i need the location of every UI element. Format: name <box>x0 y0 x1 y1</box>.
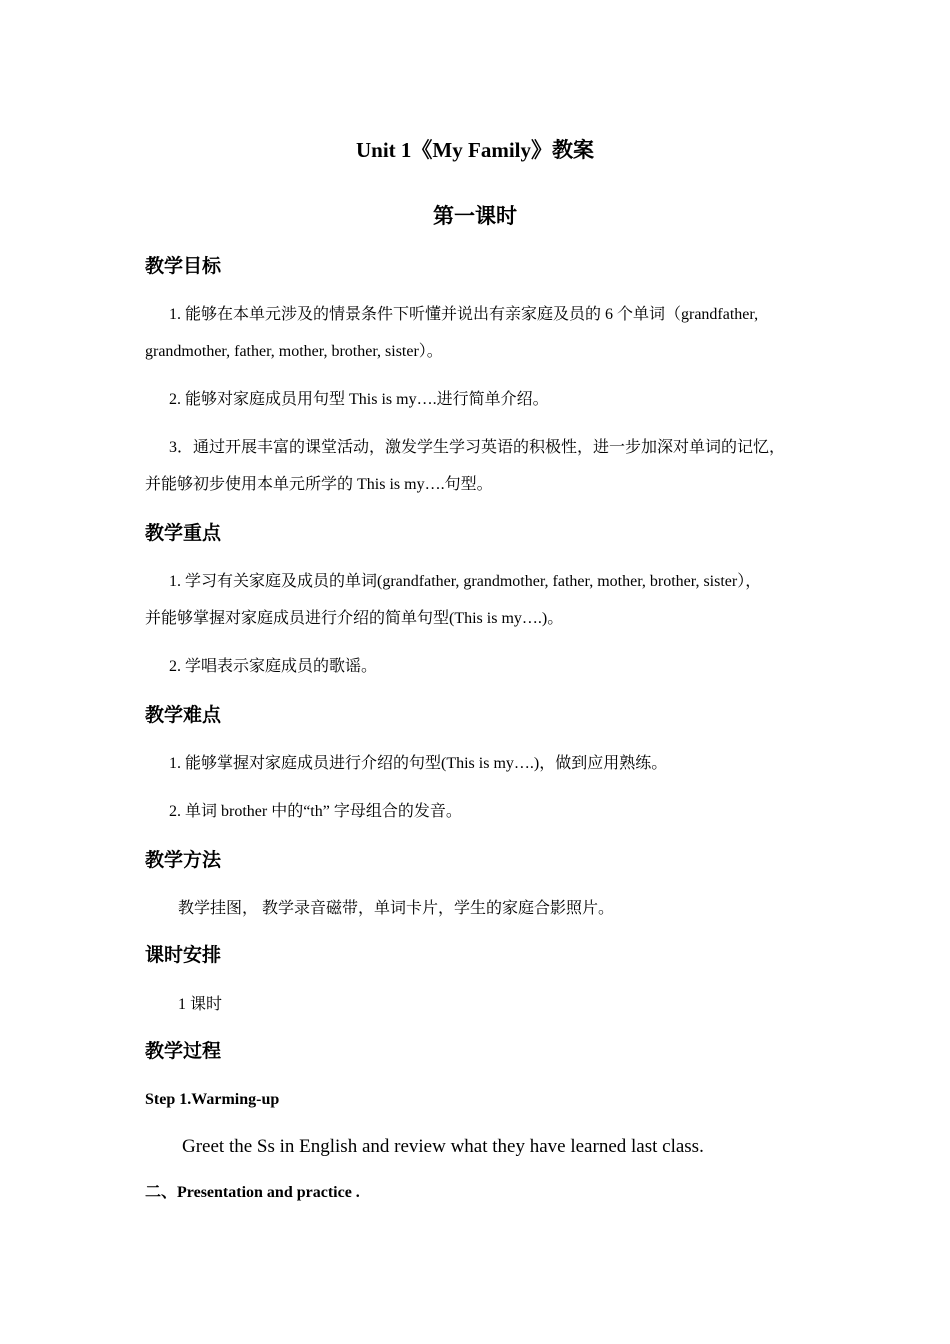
document-title: Unit 1《My Family》教案 <box>356 138 594 162</box>
difficulty-item-1: 1. 能够掌握对家庭成员进行介绍的句型(This is my….)，做到应用熟练。 <box>169 755 668 772</box>
schedule-heading: 课时安排 <box>145 945 222 966</box>
key-point-item-1-line-1: 1. 学习有关家庭及成员的单词(grandfather, grandmother, father, mother, brother, sister）， <box>169 573 762 590</box>
difficulty-item-2: 2. 单词 brother 中的“th” 字母组合的发音。 <box>169 803 462 820</box>
objective-item-2: 2. 能够对家庭成员用句型 This is my….进行简单介绍。 <box>169 391 549 408</box>
step-1-heading: Step 1.Warming-up <box>145 1091 280 1108</box>
step-1-text: Greet the Ss in English and review what they have learned last class. <box>182 1136 704 1157</box>
key-point-item-1-line-2: 并能够掌握对家庭成员进行介绍的简单句型(This is my….)。 <box>145 610 564 627</box>
schedule-text: 1 课时 <box>178 996 223 1013</box>
key-point-item-2: 2. 学唱表示家庭成员的歌谣。 <box>169 658 378 675</box>
key-points-heading: 教学重点 <box>145 523 222 544</box>
objective-item-1-line-1: 1. 能够在本单元涉及的情景条件下听懂并说出有亲家庭及员的 6 个单词（grandfather, <box>169 306 759 323</box>
objective-item-3-line-2: 并能够初步使用本单元所学的 This is my….句型。 <box>145 476 493 493</box>
objective-item-3-line-1: 3．通过开展丰富的课堂活动，激发学生学习英语的积极性，进一步加深对单词的记忆， <box>169 439 786 456</box>
objective-item-1-line-2: grandmother, father, mother, brother, sister）。 <box>145 343 443 360</box>
objectives-heading: 教学目标 <box>145 256 222 277</box>
lesson-subtitle: 第一课时 <box>433 204 517 228</box>
difficulties-heading: 教学难点 <box>145 705 222 726</box>
process-heading: 教学过程 <box>145 1041 222 1062</box>
step-2-heading: 二、Presentation and practice . <box>145 1184 360 1201</box>
methods-heading: 教学方法 <box>145 850 222 871</box>
methods-text: 教学挂图， 教学录音磁带，单词卡片，学生的家庭合影照片。 <box>178 900 615 917</box>
